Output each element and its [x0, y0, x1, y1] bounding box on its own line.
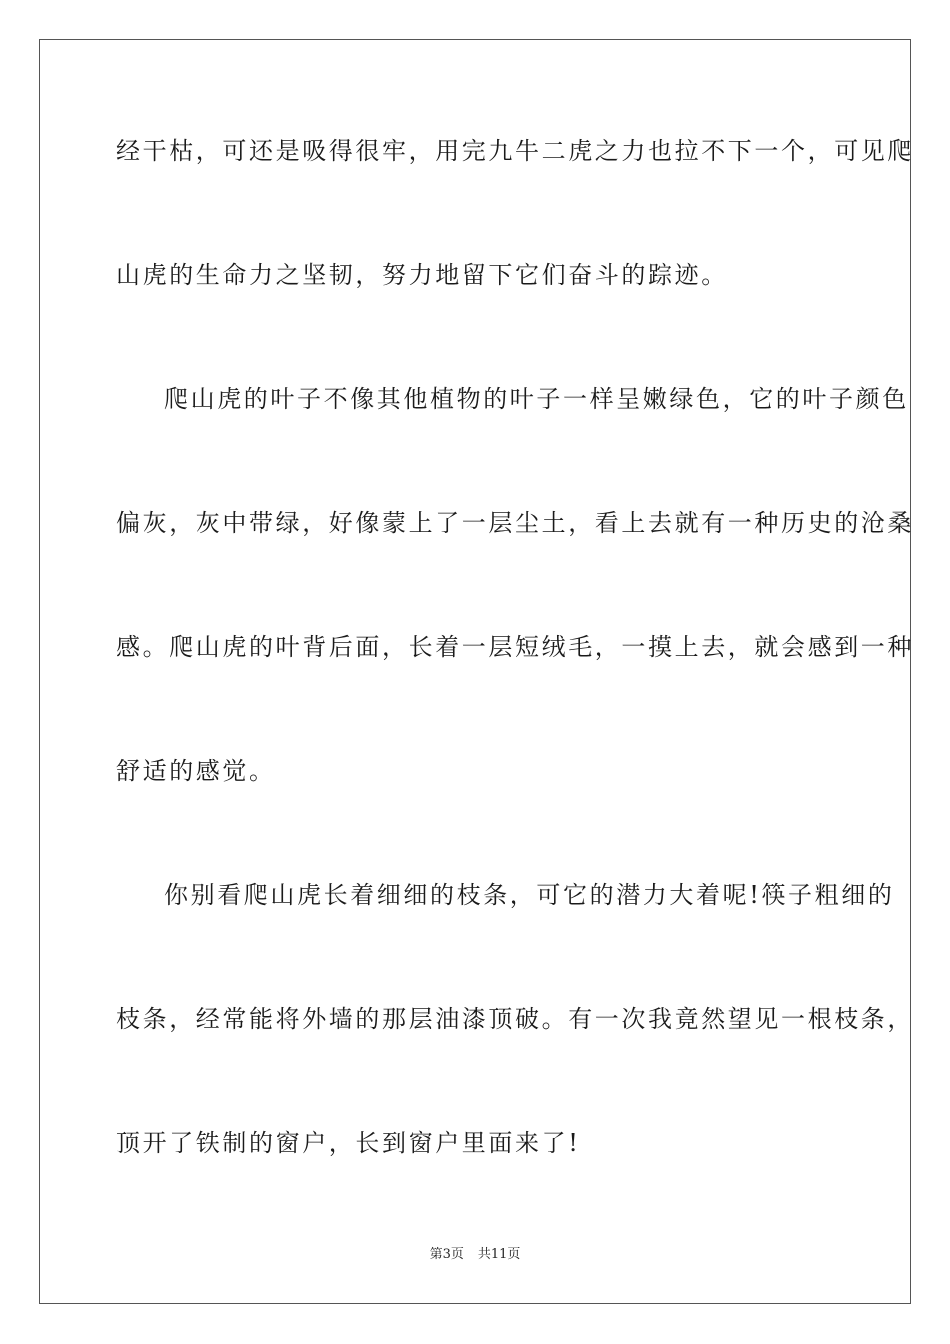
text-line-4: 偏灰，灰中带绿，好像蒙上了一层尘土，看上去就有一种历史的沧桑: [116, 509, 914, 537]
page-border: [39, 39, 914, 1304]
text-line-1: 经干枯，可还是吸得很牢，用完九牛二虎之力也拉不下一个，可见爬: [116, 137, 914, 165]
page-number: 第3页: [429, 1247, 464, 1262]
text-line-5: 感。爬山虎的叶背后面，长着一层短绒毛，一摸上去，就会感到一种: [116, 633, 914, 661]
text-line-2: 山虎的生命力之坚韧，努力地留下它们奋斗的踪迹。: [116, 261, 728, 289]
text-line-6: 舒适的感觉。: [116, 757, 276, 785]
text-line-8: 枝条，经常能将外墙的那层油漆顶破。有一次我竟然望见一根枝条，: [116, 1005, 914, 1033]
text-line-7-paragraph-start: 你别看爬山虎长着细细的枝条，可它的潜力大着呢!筷子粗细的: [164, 881, 895, 909]
page-footer: [0, 1246, 950, 1264]
text-line-3-paragraph-start: 爬山虎的叶子不像其他植物的叶子一样呈嫩绿色，它的叶子颜色: [164, 385, 909, 413]
total-pages: 共11页: [477, 1247, 521, 1262]
text-line-9: 顶开了铁制的窗户，长到窗户里面来了!: [116, 1129, 581, 1157]
